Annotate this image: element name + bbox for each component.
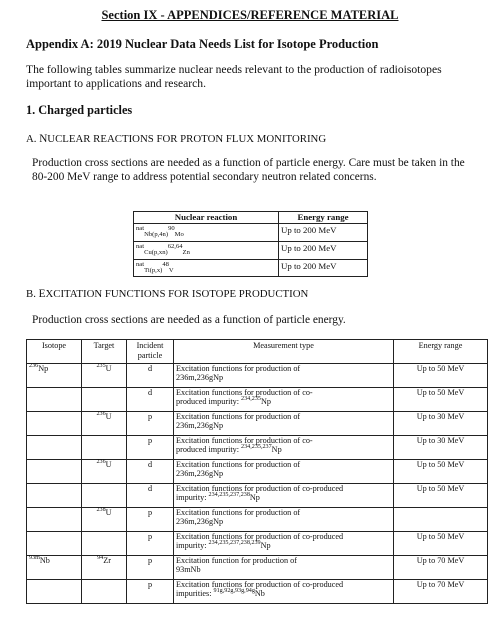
energy-cell: Up to 30 MeV	[394, 436, 488, 460]
heading-cap: E	[38, 288, 46, 300]
measurement-line-2	[176, 397, 391, 406]
isotope-cell	[27, 556, 82, 580]
target-cell	[82, 388, 127, 412]
measurement-symbol: Np	[271, 445, 282, 454]
reaction-product: Zn	[182, 248, 190, 256]
measurement-text: impurity:	[176, 493, 207, 502]
table-row	[27, 436, 488, 460]
measurement-symbol: Np	[249, 493, 260, 502]
measurement-line: Excitation function for production of	[176, 556, 297, 565]
measurement-line-2	[176, 541, 391, 550]
isotope-symbol: Nb	[39, 556, 50, 565]
heading-excitation-functions	[26, 288, 308, 300]
target-cell	[82, 532, 127, 556]
measurement-mass: 234,235,237,238,239	[208, 540, 261, 547]
isotope-cell	[27, 436, 82, 460]
measurement-symbol: Np	[260, 541, 271, 550]
measurement-line: Excitation functions for production of co-	[176, 436, 313, 445]
heading-proton-flux-monitoring	[26, 133, 326, 145]
measurement-line: Excitation functions for production of	[176, 508, 301, 517]
measurement-text: 93mNb	[176, 565, 201, 574]
energy-cell: Up to 50 MeV	[394, 460, 488, 484]
measurement-text: produced impurity:	[176, 445, 239, 454]
measurement-mass: 234,235,237	[241, 444, 272, 451]
target-mass: 238	[96, 507, 106, 514]
table-row	[27, 484, 488, 508]
heading-rest: XCITATION FUNCTIONS FOR ISOTOPE PRODUCTION	[45, 288, 309, 300]
column-header: Measurement type	[174, 340, 394, 364]
measurement-line-2	[176, 445, 391, 454]
reaction-cell	[134, 224, 279, 242]
reaction-prefix: Ti(p,x)	[144, 266, 163, 274]
energy-cell: Up to 70 MeV	[394, 580, 488, 604]
measurement-line: Excitation functions for production of co-produced	[176, 484, 344, 493]
measurement-mass: 91g,92g,93g,94g	[213, 588, 255, 595]
heading-letter: A.	[26, 133, 37, 145]
table-row	[27, 508, 488, 532]
heading-charged-particles: 1. Charged particles	[26, 103, 133, 117]
target-cell	[82, 364, 127, 388]
particle-cell: d	[127, 460, 174, 484]
column-header: Target	[82, 340, 127, 364]
isotope-cell	[27, 484, 82, 508]
reaction-product: V	[168, 266, 174, 274]
measurement-line: Excitation functions for production of co-	[176, 388, 313, 397]
measurement-cell	[174, 388, 394, 412]
excitation-functions-table	[26, 339, 488, 604]
measurement-symbol: Nb	[254, 589, 265, 598]
measurement-line: Excitation functions for production of	[176, 364, 301, 373]
energy-cell: Up to 70 MeV	[394, 556, 488, 580]
measurement-cell	[174, 556, 394, 580]
measurement-line: Excitation functions for production of	[176, 412, 301, 421]
measurement-line-2	[176, 373, 391, 382]
target-cell	[82, 460, 127, 484]
reaction-product: Mo	[174, 230, 184, 238]
reaction-cell	[134, 259, 279, 277]
particle-cell: p	[127, 580, 174, 604]
energy-cell: Up to 50 MeV	[394, 532, 488, 556]
table-row	[27, 460, 488, 484]
target-symbol: Zr	[103, 556, 111, 565]
isotope-cell	[27, 364, 82, 388]
measurement-cell	[174, 532, 394, 556]
table-row	[27, 580, 488, 604]
energy-cell: Up to 200 MeV	[279, 259, 368, 277]
energy-cell: Up to 50 MeV	[394, 388, 488, 412]
target-mass: 236	[96, 459, 106, 466]
section-title: Section IX - APPENDICES/REFERENCE MATERIAL	[101, 8, 399, 22]
reaction-prefix-sup: nat	[136, 242, 145, 250]
paragraph-excitation: Production cross sections are needed as a function of particle energy.	[32, 314, 346, 326]
target-mass: 236	[96, 411, 106, 418]
measurement-cell	[174, 412, 394, 436]
energy-cell: Up to 200 MeV	[279, 224, 368, 242]
isotope-cell	[27, 460, 82, 484]
particle-cell: p	[127, 436, 174, 460]
target-cell	[82, 484, 127, 508]
reaction-prefix: Cu(p,xn)	[144, 248, 168, 256]
isotope-symbol: Np	[38, 364, 49, 373]
measurement-symbol: Np	[260, 397, 271, 406]
reaction-cell	[134, 241, 279, 259]
particle-cell: p	[127, 556, 174, 580]
particle-cell: d	[127, 388, 174, 412]
measurement-line-2	[176, 589, 391, 598]
measurement-cell	[174, 580, 394, 604]
isotope-cell	[27, 580, 82, 604]
measurement-line-2	[176, 517, 391, 526]
target-cell	[82, 556, 127, 580]
measurement-line: Excitation functions for production of	[176, 460, 301, 469]
table-row	[27, 412, 488, 436]
table-row	[134, 259, 368, 277]
table-row	[134, 241, 368, 259]
column-header: Energy range	[394, 340, 488, 364]
measurement-line-2	[176, 469, 391, 478]
heading-cap: N	[39, 133, 48, 145]
reaction-product-sup: 62,64	[167, 242, 183, 250]
target-symbol: U	[105, 508, 112, 517]
heading-letter: B.	[26, 288, 36, 300]
measurement-text: 236m,236gNp	[176, 469, 224, 478]
table-row	[134, 224, 368, 242]
energy-cell: Up to 30 MeV	[394, 412, 488, 436]
reaction-prefix-sup: nat	[136, 225, 145, 233]
measurement-cell	[174, 484, 394, 508]
reaction-prefix-sup: nat	[136, 260, 145, 268]
target-mass: 94	[97, 555, 104, 562]
measurement-cell	[174, 436, 394, 460]
measurement-text: 236m,236gNp	[176, 421, 224, 430]
isotope-cell	[27, 412, 82, 436]
intro-paragraph: The following tables summarize nuclear needs relevant to the production of radioisotopes important to applications and research.	[26, 63, 442, 90]
measurement-mass: 234,235	[241, 396, 261, 403]
table-row	[27, 364, 488, 388]
measurement-cell	[174, 460, 394, 484]
target-cell	[82, 580, 127, 604]
measurement-text: 236m,236gNp	[176, 517, 224, 526]
particle-cell: p	[127, 508, 174, 532]
reaction-product-sup: 90	[168, 225, 175, 233]
particle-cell: d	[127, 364, 174, 388]
measurement-line: Excitation functions for production of co-produced	[176, 532, 344, 541]
target-symbol: U	[105, 412, 112, 421]
measurement-text: produced impurity:	[176, 397, 239, 406]
nuclear-reaction-table	[133, 211, 368, 277]
column-header: Incident particle	[127, 340, 174, 364]
target-cell	[82, 436, 127, 460]
measurement-cell	[174, 508, 394, 532]
appendix-title: Appendix A: 2019 Nuclear Data Needs List for Isotope Production	[26, 37, 379, 51]
column-header: Isotope	[27, 340, 82, 364]
target-cell	[82, 508, 127, 532]
isotope-mass: 236	[29, 363, 39, 370]
energy-cell: Up to 200 MeV	[279, 241, 368, 259]
measurement-text: impurities:	[176, 589, 212, 598]
energy-cell: Up to 50 MeV	[394, 364, 488, 388]
reaction-product-sup: 48	[162, 260, 169, 268]
energy-cell	[394, 508, 488, 532]
heading-rest: UCLEAR REACTIONS FOR PROTON FLUX MONITORING	[47, 133, 327, 145]
measurement-line-2	[176, 493, 391, 502]
measurement-text: 236m,236gNp	[176, 373, 224, 382]
measurement-line: Excitation functions for production of co-produced	[176, 580, 344, 589]
measurement-mass: 234,235,237,238	[208, 492, 250, 499]
measurement-text: impurity:	[176, 541, 207, 550]
reaction-prefix: Nb(p,4n)	[144, 230, 169, 238]
measurement-line-2	[176, 565, 391, 574]
isotope-cell	[27, 508, 82, 532]
target-symbol: U	[105, 364, 112, 373]
target-cell	[82, 412, 127, 436]
energy-cell: Up to 50 MeV	[394, 484, 488, 508]
isotope-cell	[27, 388, 82, 412]
paragraph-proton-flux: Production cross sections are needed as a function of particle energy. Care must be taken in the 80-200 MeV range to address potential secondary neutron related concerns.	[32, 157, 465, 183]
isotope-cell	[27, 532, 82, 556]
column-header: Energy range	[279, 212, 368, 224]
table-row	[27, 388, 488, 412]
particle-cell: p	[127, 532, 174, 556]
particle-cell: p	[127, 412, 174, 436]
table-row	[27, 556, 488, 580]
isotope-mass: 93m	[29, 555, 40, 562]
table-row	[27, 532, 488, 556]
target-symbol: U	[105, 460, 112, 469]
target-mass: 235	[96, 363, 106, 370]
particle-cell: d	[127, 484, 174, 508]
measurement-cell	[174, 364, 394, 388]
measurement-line-2	[176, 421, 391, 430]
column-header: Nuclear reaction	[134, 212, 279, 224]
